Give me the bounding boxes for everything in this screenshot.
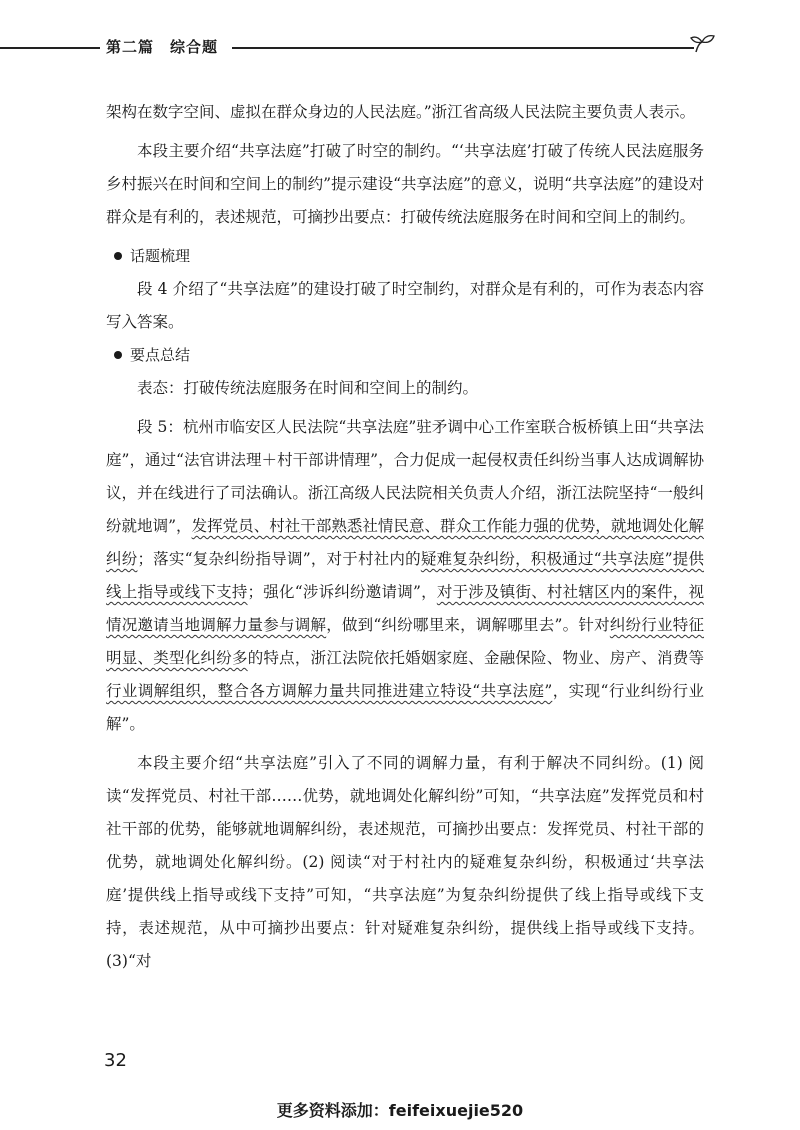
underlined-phrase: 疑难复杂纠纷，积极通过“共享法庭”提供线上指导或线下支持 (106, 550, 704, 601)
paragraph-key-point: 表态：打破传统法庭服务在时间和空间上的制约。 (137, 379, 479, 397)
underlined-phrase: 行业调解组织，整合各方调解力量共同推进建立特设“共享法庭” (106, 682, 553, 700)
paragraph-analysis-4: 本段主要介绍“共享法庭”打破了时空的制约。“‘共享法庭’打破了传统人民法庭服务乡村振兴在时间和空间上的制约”提示建设“共享法庭”的意义，说明“共享法庭”的建设对群众是有利的，表述规范，可摘抄出要点：打破传统法庭服务在时间和空间上的制约。 (106, 142, 704, 226)
running-header (0, 30, 800, 70)
page-number: 32 (104, 1050, 127, 1071)
header-rule-right (232, 47, 694, 49)
underlined-phrase: 纠纷行业特征明显、类型化纠纷多 (106, 616, 704, 667)
header-title: 第二篇 综合题 (106, 38, 219, 56)
section-heading-topic: 话题梳理 (106, 240, 704, 273)
bullet-icon (114, 351, 122, 359)
sprout-icon (688, 30, 718, 60)
paragraph-topic-summary: 段 4 介绍了“共享法庭”的建设打破了时空制约，对群众是有利的，可作为表态内容写入答案。 (106, 280, 704, 331)
bullet-icon (114, 252, 122, 260)
paragraph-source-5: 段 5：杭州市临安区人民法院“共享法庭”驻矛调中心工作室联合板桥镇上田“共享法庭”，通过“法官讲法理＋村干部讲情理”，合力促成一起侵权责任纠纷当事人达成调解协议，并在线进行了司法确认。浙江高级人民法院相关负责人介绍，浙江法院坚持“一般纠纷就地调”，发挥党员、村社干部熟悉社情民意、群众工作能力强的优势，就地调处化解纠纷；落实“复杂纠纷指导调”，对于村社内的疑难复杂纠纷，积极通过“共享法庭”提供线上指导或线下支持；强化“涉诉纠纷邀请调”，对于涉及镇街、村社辖区内的案件，视情况邀请当地调解力量参与调解，做到“纠纷哪里来，调解哪里去”。针对纠纷行业特征明显、类型化纠纷多的特点，浙江法院依托婚姻家庭、金融保险、物业、房产、消费等行业调解组织，整合各方调解力量共同推进建立特设“共享法庭”，实现“行业纠纷行业解”。 (106, 418, 704, 733)
underlined-phrase: 发挥党员、村社干部熟悉社情民意、群众工作能力强的优势，就地调处化解纠纷 (106, 517, 704, 568)
paragraph-analysis-5: 本段主要介绍“共享法庭”引入了不同的调解力量，有利于解决不同纠纷。(1) 阅读“发挥党员、村社干部……优势，就地调处化解纠纷”可知，“共享法庭”发挥党员和村社干部的优势，能够就地调解纠纷，表述规范，可摘抄出要点：发挥党员、村社干部的优势，就地调处化解纠纷。(2) 阅读“对于村社内的疑难复杂纠纷，积极通过‘共享法庭’提供线上指导或线下支持”可知，“共享法庭”为复杂纠纷提供了线上指导或线下支持，表述规范，从中可摘抄出要点：针对疑难复杂纠纷，提供线上指导或线下支持。(3)“对 (106, 754, 704, 970)
header-rule-left (0, 47, 100, 49)
body-text (106, 96, 704, 978)
paragraph-continued: 架构在数字空间、虚拟在群众身边的人民法庭。”浙江省高级人民法院主要负责人表示。 (106, 103, 696, 121)
footer-note: 更多资料添加：feifeixuejie520 (276, 1101, 524, 1120)
section-heading-points: 要点总结 (106, 339, 704, 372)
underlined-phrase: 对于涉及镇街、村社辖区内的案件，视情况邀请当地调解力量参与调解 (106, 583, 704, 634)
